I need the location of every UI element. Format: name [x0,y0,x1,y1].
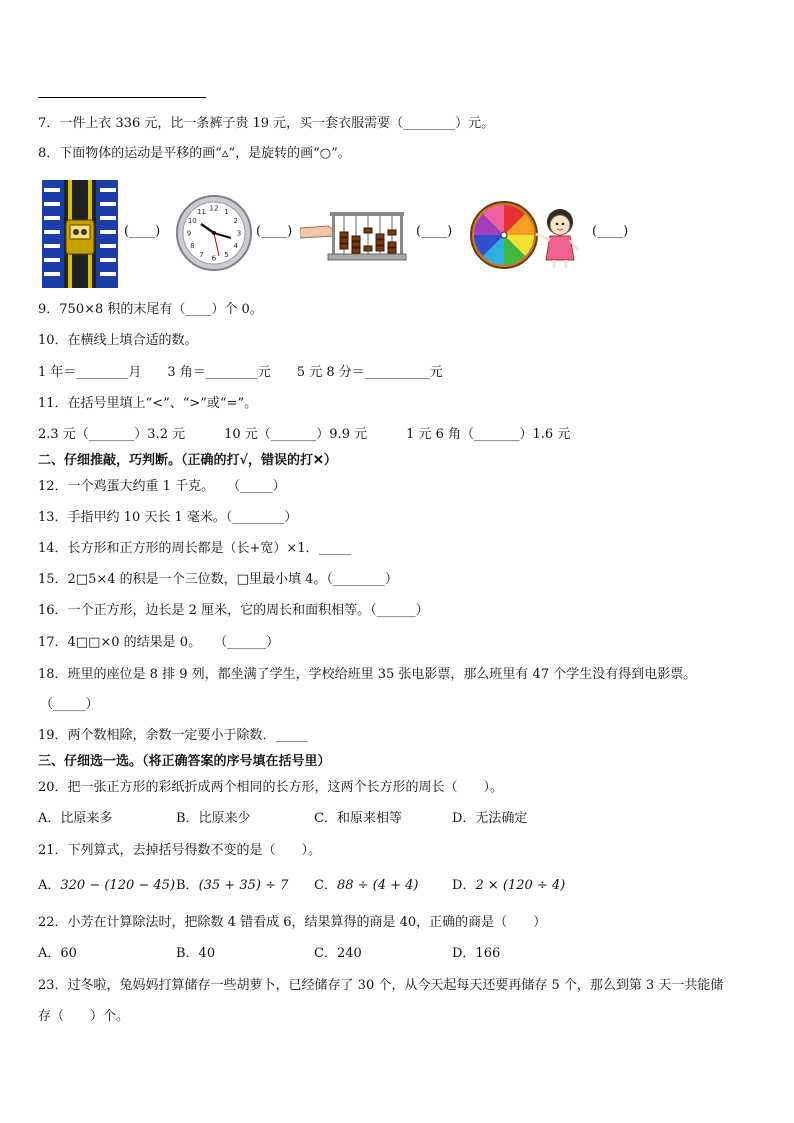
question-14: 14．长方形和正方形的周长都是（长+宽）×1．_____ [38,541,352,556]
question-22: 22．小芳在计算除法时，把除数 4 错看成 6，结果算得的商是 40，正确的商是（ ） [38,915,547,930]
q21-option-b-label: B． [176,878,199,893]
q20-option-c[interactable]: C．和原来相等 [314,811,402,826]
q22-option-a[interactable]: A．60 [38,946,77,961]
question-11: 11．在括号里填上“<”、“>”或“=”。 [38,396,258,411]
clock-number: 6 [211,254,217,263]
q21-option-d-expr: 2 × (120 ÷ 4) [475,878,566,893]
question-8: 8．下面物体的运动是平移的画“▵”，是旋转的画“○”。 [38,146,351,161]
q21-option-d[interactable] [452,877,565,895]
abacus-image [300,206,408,262]
q21-option-a-label: A． [38,878,61,893]
question-17: 17．4□□×0 的结果是 0。 （______） [38,635,280,650]
clock-number: 1 [224,207,229,216]
question-15: 15．2□5×4 的积是一个三位数，□里最小填 4。（________） [38,572,398,587]
q21-option-c-expr: 88 ÷ (4 + 4) [336,878,419,893]
q8-blank-1[interactable]: (____) [124,224,161,239]
q21-option-a[interactable] [38,877,175,895]
q21-option-c-label: C． [314,878,337,893]
question-12: 12．一个鸡蛋大约重 1 千克。 （_____） [38,479,286,494]
q20-option-d[interactable]: D．无法确定 [452,811,528,826]
section-2-heading: 二、仔细推敲，巧判断。（正确的打√，错误的打✕） [38,453,337,468]
clock-number: 5 [224,251,229,260]
clock-number: 8 [190,242,195,250]
question-23-line-2: 存（ ）个。 [38,1009,130,1024]
q21-option-b[interactable] [176,877,288,895]
q22-option-c[interactable]: C．240 [314,946,362,961]
q21-option-a-expr: 320 − (120 − 45) [60,878,176,893]
q21-option-c[interactable] [314,877,419,895]
spinner-girl-image [470,200,590,270]
question-20: 20．把一张正方形的彩纸折成两个相同的长方形，这两个长方形的周长（ ）。 [38,780,504,795]
q20-option-a[interactable]: A．比原来多 [38,811,113,826]
header-rule [38,97,206,98]
question-18: 18．班里的座位是 8 排 9 列，都坐满了学生，学校给班里 35 张电影票，那么班里有 47 个学生没有得到电影票。 [38,667,697,682]
question-9: 9．750×8 积的末尾有（____）个 0。 [38,302,263,317]
clock-number: 7 [199,251,204,260]
question-10: 10．在横线上填合适的数。 [38,333,198,348]
elevator-image [42,180,118,288]
section-3-heading: 三、仔细选一选。（将正确答案的序号填在括号里） [38,754,331,769]
question-23-line-1: 23．过冬啦，兔妈妈打算储存一些胡萝卜，已经储存了 30 个，从今天起每天还要再储存 5 个，那么到第 3 天一共能储 [38,978,724,993]
q21-option-d-label: D． [452,878,476,893]
question-13: 13．手指甲约 10 天长 1 毫米。（________） [38,510,298,525]
question-19: 19．两个数相除，余数一定要小于除数．_____ [38,728,309,743]
clock-number: 9 [186,229,192,238]
clock-image [175,194,253,272]
q22-option-b[interactable]: B．40 [176,946,216,961]
question-16: 16．一个正方形，边长是 2 厘米，它的周长和面积相等。（______） [38,603,429,618]
clock-number: 12 [209,204,219,213]
clock-number: 11 [197,207,206,216]
clock-number: 3 [236,229,242,238]
question-10-items: 1 年＝________月 3 角＝________元 5 元 8 分＝__________元 [38,365,443,380]
question-18-blank[interactable]: （_____） [40,697,99,712]
question-7: 7．一件上衣 336 元，比一条裤子贵 19 元，买一套衣服需要（________）元。 [38,116,495,131]
q8-blank-4[interactable]: (____) [592,224,629,239]
clock-number: 4 [233,242,238,250]
question-21: 21．下列算式，去掉括号得数不变的是（ ）。 [38,843,322,858]
clock-number: 2 [233,217,238,225]
q21-option-b-expr: (35 + 35) ÷ 7 [198,878,289,893]
q8-blank-3[interactable]: (____) [416,224,453,239]
clock-number: 10 [187,217,197,225]
q20-option-b[interactable]: B．比原来少 [176,811,251,826]
q8-blank-2[interactable]: (____) [256,224,293,239]
q22-option-d[interactable]: D．166 [452,946,501,961]
question-11-items: 2.3 元（_______）3.2 元 10 元（_______）9.9 元 1 元 6 角（_______）1.6 元 [38,427,571,442]
